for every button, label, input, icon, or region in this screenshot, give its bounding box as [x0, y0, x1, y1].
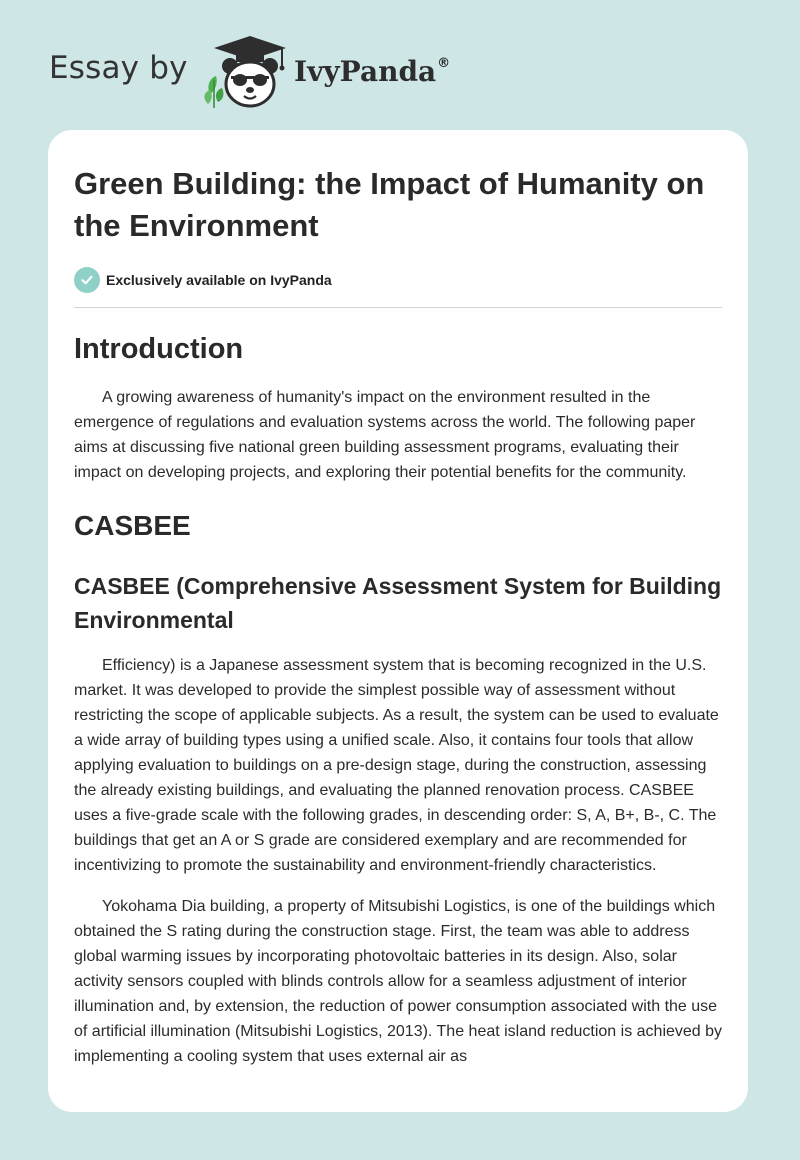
brand-name-text: IvyPanda [294, 55, 437, 88]
casbee-paragraph-1: Efficiency) is a Japanese assessment system that is becoming recognized in the U.S. market. It was developed to provide the simplest possible way of assessment without restricting the scope of applicable subjects. As a result, the system can be used to evaluate a wide array of building types using a unified scale. Also, it contains four tools that allow applying evaluation to buildings on a pre-design stage, during the construction, assessing the already existing buildings, and evaluating the planned renovation process. CASBEE uses a five-grade scale with the following grades, in descending order: S, A, B+, B-, C. The buildings that get an A or S grade are considered exemplary and are recommended for incentivizing to promote the sustainability and environment-friendly characteristics. [74, 657, 719, 874]
article-content [74, 163, 724, 1069]
exclusive-badge [74, 267, 724, 293]
check-circle-icon [74, 267, 100, 293]
casbee-paragraph-2: Yokohama Dia building, a property of Mitsubishi Logistics, is one of the buildings which obtained the S rating during the construction stage. First, the team was able to address global warming issues by incorporating photovoltaic batteries in its design. Also, solar activity sensors coupled with blinds controls allow for a seamless adjustment of interior illumination and, by extension, the reduction of power consumption associated with the use of artificial illumination (Mitsubishi Logistics, 2013). The heat island reduction is achieved by implementing a cooling system that uses external air as [74, 898, 723, 1065]
ivy-leaf-icon [204, 76, 223, 108]
panda-head-icon [222, 58, 278, 106]
introduction-paragraph: A growing awareness of humanity's impact on the environment resulted in the emergence of regulations and evaluation systems across the world. The following paper aims at discussing five national green building assessment programs, evaluating their impact on developing projects, and exploring their potential benefits for the community. [74, 389, 696, 481]
subsection-heading-casbee: CASBEE (Comprehensive Assessment System for Building Environmental [74, 573, 722, 633]
site-header [0, 0, 800, 120]
article-title: Green Building: the Impact of Humanity on the Environment [74, 166, 705, 243]
article-card [48, 130, 748, 1112]
section-heading-casbee: CASBEE [74, 510, 191, 541]
section-heading-introduction: Introduction [74, 333, 244, 365]
registered-mark: ® [437, 56, 451, 71]
brand-prefix: Essay by [49, 50, 188, 86]
panda-logo-icon[interactable] [200, 32, 292, 112]
brand-name[interactable] [294, 55, 450, 88]
badge-text: Exclusively available on IvyPanda [106, 272, 332, 288]
divider [74, 307, 722, 308]
